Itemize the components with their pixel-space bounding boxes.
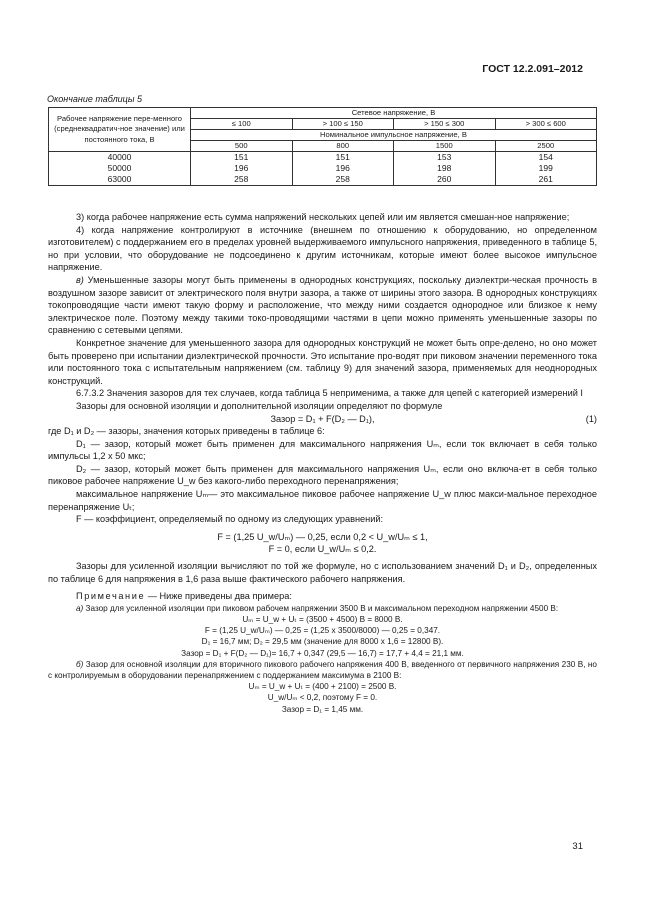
table-cell: 258 [191,174,293,186]
range-header: ≤ 100 [191,119,293,130]
example-line: Uₘ = U_w + Uₜ = (3500 + 4500) В = 8000 В. [242,615,403,625]
table-caption: Окончание таблицы 5 [47,94,142,104]
formula-number: (1) [585,413,597,424]
item-letter: в) [76,274,84,285]
example-line: D₁ = 16,7 мм; D₂ = 29,5 мм (значение для 8000 x 1,6 = 12800 В). [201,637,444,647]
formula-1: Зазор = D₁ + F(D₂ — D₁), (1) [270,413,597,424]
table-cell: 261 [495,174,597,186]
body-text [48,211,597,715]
standard-number: ГОСТ 12.2.091–2012 [482,63,583,75]
note-heading: Примечание — Ниже приведены два примера: [76,591,292,602]
table-row [49,163,597,174]
paragraph: в) Уменьшенные зазоры могут быть применены в однородных конструкциях, поскольку диэлектри-ческая прочность в воздушном зазоре зависит от электрического поля внутри зазора, а также от ширины этого зазора. В однородных конструкциях токопроводящие части имеют такую форму и расположение, что между ними создается однородное или близкое к нему электрическое поле. Поэтому между такими токо-проводящими частями в цепи можно применять уменьшенные зазоры по сравнению с сетевыми цепями. [48,274,597,336]
voltage-clearance-table [48,107,597,186]
range-header: > 150 ≤ 300 [394,119,496,130]
row-header-cell: Рабочее напряжение пере-менного (среднеквадратич-ное значение) или постоянного тока, В [49,108,191,152]
example-line: Uₘ = U_w + Uₜ = (400 + 2100) = 2500 В. [248,682,397,692]
example-a: а) Зазор для усиленной изоляции при пиковом рабочем напряжении 3500 В и максимальном переходном напряжении 4500 В: [76,603,559,613]
table-cell: 40000 [49,152,191,164]
table-cell: 260 [394,174,496,186]
range-header: > 300 ≤ 600 [495,119,597,130]
note-label: Примечание [76,591,146,602]
table-cell: 154 [495,152,597,164]
table-cell: 196 [191,163,293,174]
paragraph: Конкретное значение для уменьшенного зазора для однородных конструкций не может быть опре-делено, но оно может быть проверено при испытании диэлектрической прочности. Это испытание про-водят при пиковом значении переменного тока или постоянного тока с испытательным напряжением (см. таблицу 9) для значений зазора, применяемых для неоднородных конструкций. [48,337,597,386]
clause-heading: 6.7.3.2 Значения зазоров для тех случаев, когда таблица 5 неприменима, а также для цепей с категорией измерений I [76,388,583,399]
table-cell: 196 [292,163,394,174]
range-header: > 100 ≤ 150 [292,119,394,130]
equation: F = (1,25 U_w/Uₘ) — 0,25, если 0,2 < U_w/Uₘ ≤ 1, [217,531,428,542]
impulse-header: 800 [292,141,394,152]
table-cell: 198 [394,163,496,174]
paragraph: Зазоры для усиленной изоляции вычисляют по той же формуле, но с использованием значений D₁ и D₂, определенных по таблице 6 для напряжения в 1,6 раза выше фактического рабочего напряжения. [48,561,597,584]
example-b: б) Зазор для основной изоляции для вторичного пикового рабочего напряжения 400 В, введенного от первичного напряжения 230 В, но с контролируемым в оборудовании перенапряжением с поддержанием максимума в 2100 В: [48,659,597,681]
paragraph: D₁ — зазор, который может быть применен для максимального напряжения Uₘ, если ток включает в себя только импульсы 1,2 х 50 мкс; [48,438,597,462]
table-cell: 153 [394,152,496,164]
impulse-header: 500 [191,141,293,152]
network-voltage-header: Сетевое напряжение, В [191,108,597,119]
impulse-header: 1500 [394,141,496,152]
paragraph: Зазоры для основной изоляции и дополнительной изоляции определяют по формуле [76,400,443,411]
table-cell: 63000 [49,174,191,186]
impulse-header: 2500 [495,141,597,152]
example-line: F = (1,25 U_w/Uₘ) — 0,25 = (1,25 x 3500/8000) — 0,25 = 0,347. [204,626,441,636]
paragraph: 3) когда рабочее напряжение есть сумма напряжений нескольких цепей или им является смешан-ное напряжение; [76,212,570,222]
page-number: 31 [572,841,583,852]
table-cell: 50000 [49,163,191,174]
example-line: Зазор = D₁ + F(D₂ — D₁)= 16,7 + 0,347 (29,5 — 16,7) = 17,7 + 4,4 = 21,1 мм. [181,648,464,658]
example-line: Зазор = D₁ = 1,45 мм. [281,704,364,714]
paragraph: где D₁ и D₂ — зазоры, значения которых приведены в таблице 6: [48,426,325,437]
table-cell: 199 [495,163,597,174]
paragraph: 4) когда напряжение контролируют в источнике (внешнем по отношению к оборудованию, но определенном изготовителем) с поддержанием его в пределах уровней выдерживаемого импульсного напряжения, приведенного в таблице 5, но при условии, что оборудование не подсоединено к другим источникам, которые имеют более высокое импульсное напряжение. [48,224,597,273]
table-cell: 258 [292,174,394,186]
example-line: U_w/Uₘ < 0,2, поэтому F = 0. [267,693,378,703]
table-row [49,174,597,186]
table-cell: 151 [191,152,293,164]
table-cell: 151 [292,152,394,164]
paragraph: максимальное напряжение Uₘ— это максимальное пиковое рабочее напряжение U_w плюс макси-мальное переходное перенапряжение Uₜ; [48,489,597,512]
paragraph: D₂ — зазор, который может быть применен для максимального напряжения Uₘ, если оно включа-ет в себя только пиковое рабочее напряжение U_w без какого-либо переходного перенапряжения; [48,463,597,487]
impulse-voltage-header: Номинальное импульсное напряжение, В [191,130,597,141]
equation: F = 0, если U_w/Uₘ ≤ 0,2. [268,544,377,555]
table-row [49,152,597,164]
paragraph: F — коэффициент, определяемый по одному из следующих уравнений: [76,514,384,525]
